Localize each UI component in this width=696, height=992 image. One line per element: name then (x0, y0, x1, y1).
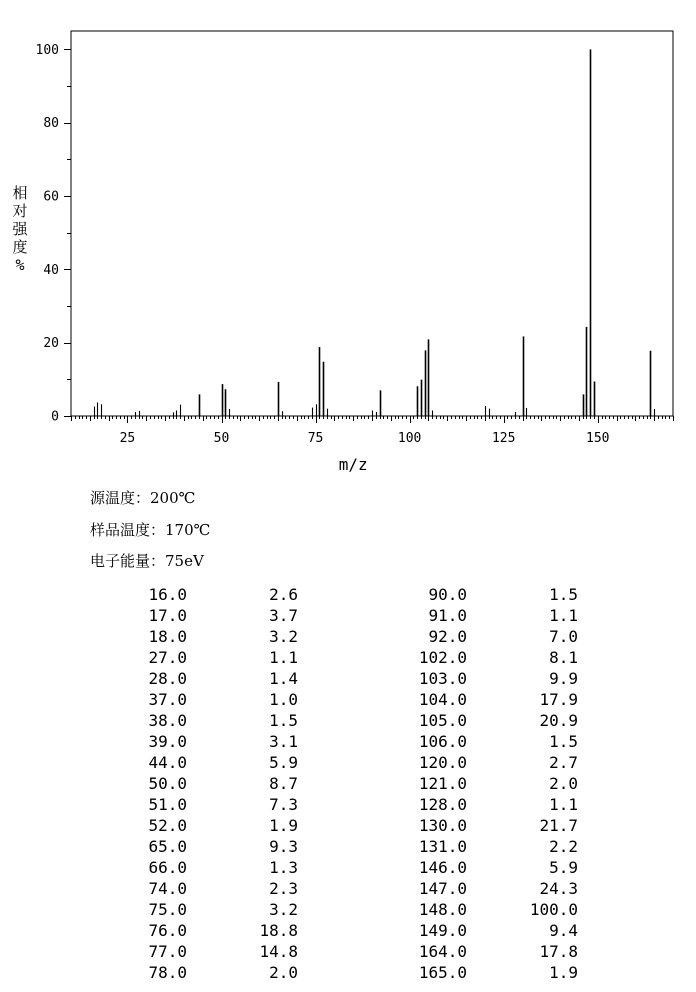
y-tick-label: 100 (35, 42, 59, 58)
table-row (377, 815, 578, 836)
mz-cell: 130.0 (418, 816, 467, 835)
table-row (97, 647, 298, 668)
intensity-cell: 7.3 (269, 795, 298, 814)
intensity-cell: 18.8 (259, 921, 298, 940)
intensity-cell: 17.9 (539, 690, 578, 709)
y-tick-label: 20 (43, 336, 59, 352)
intensity-cell: 1.0 (269, 690, 298, 709)
y-tick-label: 0 (51, 409, 59, 425)
table-row (377, 605, 578, 626)
table-row (97, 626, 298, 647)
intensity-cell: 24.3 (539, 879, 578, 898)
intensity-cell: 9.3 (269, 837, 298, 856)
x-tick-label: 125 (491, 431, 516, 446)
intensity-cell: 2.3 (269, 879, 298, 898)
x-tick-label: 150 (586, 431, 610, 446)
plot-frame (71, 31, 673, 416)
y-tick-label: 40 (43, 262, 59, 278)
x-tick-label: 50 (213, 431, 230, 446)
table-row (377, 773, 578, 794)
intensity-cell: 1.5 (269, 711, 298, 730)
mz-cell: 164.0 (418, 942, 467, 961)
intensity-cell: 21.7 (539, 816, 578, 835)
intensity-cell: 17.8 (539, 942, 578, 961)
table-row (97, 752, 298, 773)
intensity-cell: 2.0 (269, 963, 298, 982)
mz-cell: 51.0 (148, 795, 187, 814)
intensity-cell: 1.9 (269, 816, 298, 835)
mz-cell: 105.0 (418, 711, 467, 730)
mz-cell: 148.0 (418, 900, 467, 919)
peak-table-right (377, 584, 578, 983)
table-row (377, 752, 578, 773)
table-row (97, 920, 298, 941)
mz-cell: 104.0 (418, 690, 467, 709)
intensity-cell: 2.2 (549, 837, 578, 856)
table-row (97, 878, 298, 899)
table-row (377, 920, 578, 941)
electron-energy: 电子能量：75eV (90, 552, 204, 570)
intensity-cell: 100.0 (529, 900, 578, 919)
x-tick-label: 75 (307, 431, 324, 446)
table-row (97, 941, 298, 962)
table-row (377, 962, 578, 983)
y-axis-label-char: 度 (12, 238, 28, 256)
mz-cell: 50.0 (148, 774, 187, 793)
table-row (97, 815, 298, 836)
intensity-cell: 3.7 (269, 606, 298, 625)
table-row (97, 794, 298, 815)
table-row (377, 899, 578, 920)
intensity-cell: 3.2 (269, 627, 298, 646)
mz-cell: 27.0 (148, 648, 187, 667)
mz-cell: 90.0 (428, 585, 467, 604)
table-row (97, 773, 298, 794)
table-row (377, 857, 578, 878)
table-row (97, 584, 298, 605)
table-row (377, 584, 578, 605)
mz-cell: 44.0 (148, 753, 187, 772)
mz-cell: 77.0 (148, 942, 187, 961)
intensity-cell: 9.4 (549, 921, 578, 940)
table-row (97, 899, 298, 920)
mz-cell: 52.0 (148, 816, 187, 835)
intensity-cell: 2.7 (549, 753, 578, 772)
intensity-cell: 1.1 (549, 795, 578, 814)
mz-cell: 38.0 (148, 711, 187, 730)
intensity-cell: 20.9 (539, 711, 578, 730)
mz-cell: 74.0 (148, 879, 187, 898)
intensity-cell: 1.9 (549, 963, 578, 982)
x-axis-label: m/z (338, 455, 368, 474)
mz-cell: 78.0 (148, 963, 187, 982)
intensity-cell: 2.6 (269, 585, 298, 604)
y-axis-label (12, 184, 28, 274)
table-row (97, 836, 298, 857)
x-tick-label: 25 (119, 431, 136, 446)
intensity-cell: 1.5 (549, 732, 578, 751)
mz-cell: 39.0 (148, 732, 187, 751)
intensity-cell: 14.8 (259, 942, 298, 961)
table-row (377, 626, 578, 647)
table-row (97, 668, 298, 689)
x-tick-label: 100 (397, 431, 422, 446)
y-tick-label: 80 (43, 116, 59, 132)
mz-cell: 149.0 (418, 921, 467, 940)
intensity-cell: 3.1 (269, 732, 298, 751)
table-row (97, 689, 298, 710)
y-tick-label: 60 (43, 189, 59, 205)
intensity-cell: 1.3 (269, 858, 298, 877)
intensity-cell: 1.1 (269, 648, 298, 667)
intensity-cell: 2.0 (549, 774, 578, 793)
y-axis-label-char: 对 (12, 202, 28, 220)
mz-cell: 165.0 (418, 963, 467, 982)
mz-cell: 120.0 (418, 753, 467, 772)
table-row (377, 836, 578, 857)
mz-cell: 28.0 (148, 669, 187, 688)
mz-cell: 92.0 (428, 627, 467, 646)
table-row (97, 857, 298, 878)
intensity-cell: 8.7 (269, 774, 298, 793)
intensity-cell: 8.1 (549, 648, 578, 667)
mz-cell: 128.0 (418, 795, 467, 814)
y-axis-label-char: % (15, 256, 25, 274)
source-temperature: 源温度：200℃ (90, 489, 196, 507)
peak-table-left (97, 584, 298, 983)
table-row (377, 794, 578, 815)
mz-cell: 76.0 (148, 921, 187, 940)
intensity-cell: 7.0 (549, 627, 578, 646)
mz-cell: 75.0 (148, 900, 187, 919)
y-axis-label-char: 相 (12, 184, 28, 202)
mz-cell: 65.0 (148, 837, 187, 856)
mz-cell: 103.0 (418, 669, 467, 688)
table-row (377, 689, 578, 710)
intensity-cell: 5.9 (549, 858, 578, 877)
table-row (377, 710, 578, 731)
sample-temperature: 样品温度：170℃ (90, 521, 211, 539)
table-row (97, 731, 298, 752)
mz-cell: 106.0 (418, 732, 467, 751)
mz-cell: 147.0 (418, 879, 467, 898)
table-row (377, 878, 578, 899)
mz-cell: 121.0 (418, 774, 467, 793)
table-row (377, 731, 578, 752)
table-row (97, 710, 298, 731)
mz-cell: 17.0 (148, 606, 187, 625)
y-axis-label-char: 强 (12, 220, 28, 238)
mz-cell: 66.0 (148, 858, 187, 877)
table-row (377, 668, 578, 689)
mz-cell: 18.0 (148, 627, 187, 646)
intensity-cell: 1.4 (269, 669, 298, 688)
mass-spectrum-chart (0, 0, 696, 480)
intensity-cell: 1.5 (549, 585, 578, 604)
table-row (377, 647, 578, 668)
mz-cell: 102.0 (418, 648, 467, 667)
table-row (377, 941, 578, 962)
mz-cell: 131.0 (418, 837, 467, 856)
mz-cell: 16.0 (148, 585, 187, 604)
intensity-cell: 5.9 (269, 753, 298, 772)
table-row (97, 605, 298, 626)
table-row (97, 962, 298, 983)
intensity-cell: 1.1 (549, 606, 578, 625)
intensity-cell: 9.9 (549, 669, 578, 688)
mz-cell: 146.0 (418, 858, 467, 877)
mz-cell: 37.0 (148, 690, 187, 709)
intensity-cell: 3.2 (269, 900, 298, 919)
mz-cell: 91.0 (428, 606, 467, 625)
